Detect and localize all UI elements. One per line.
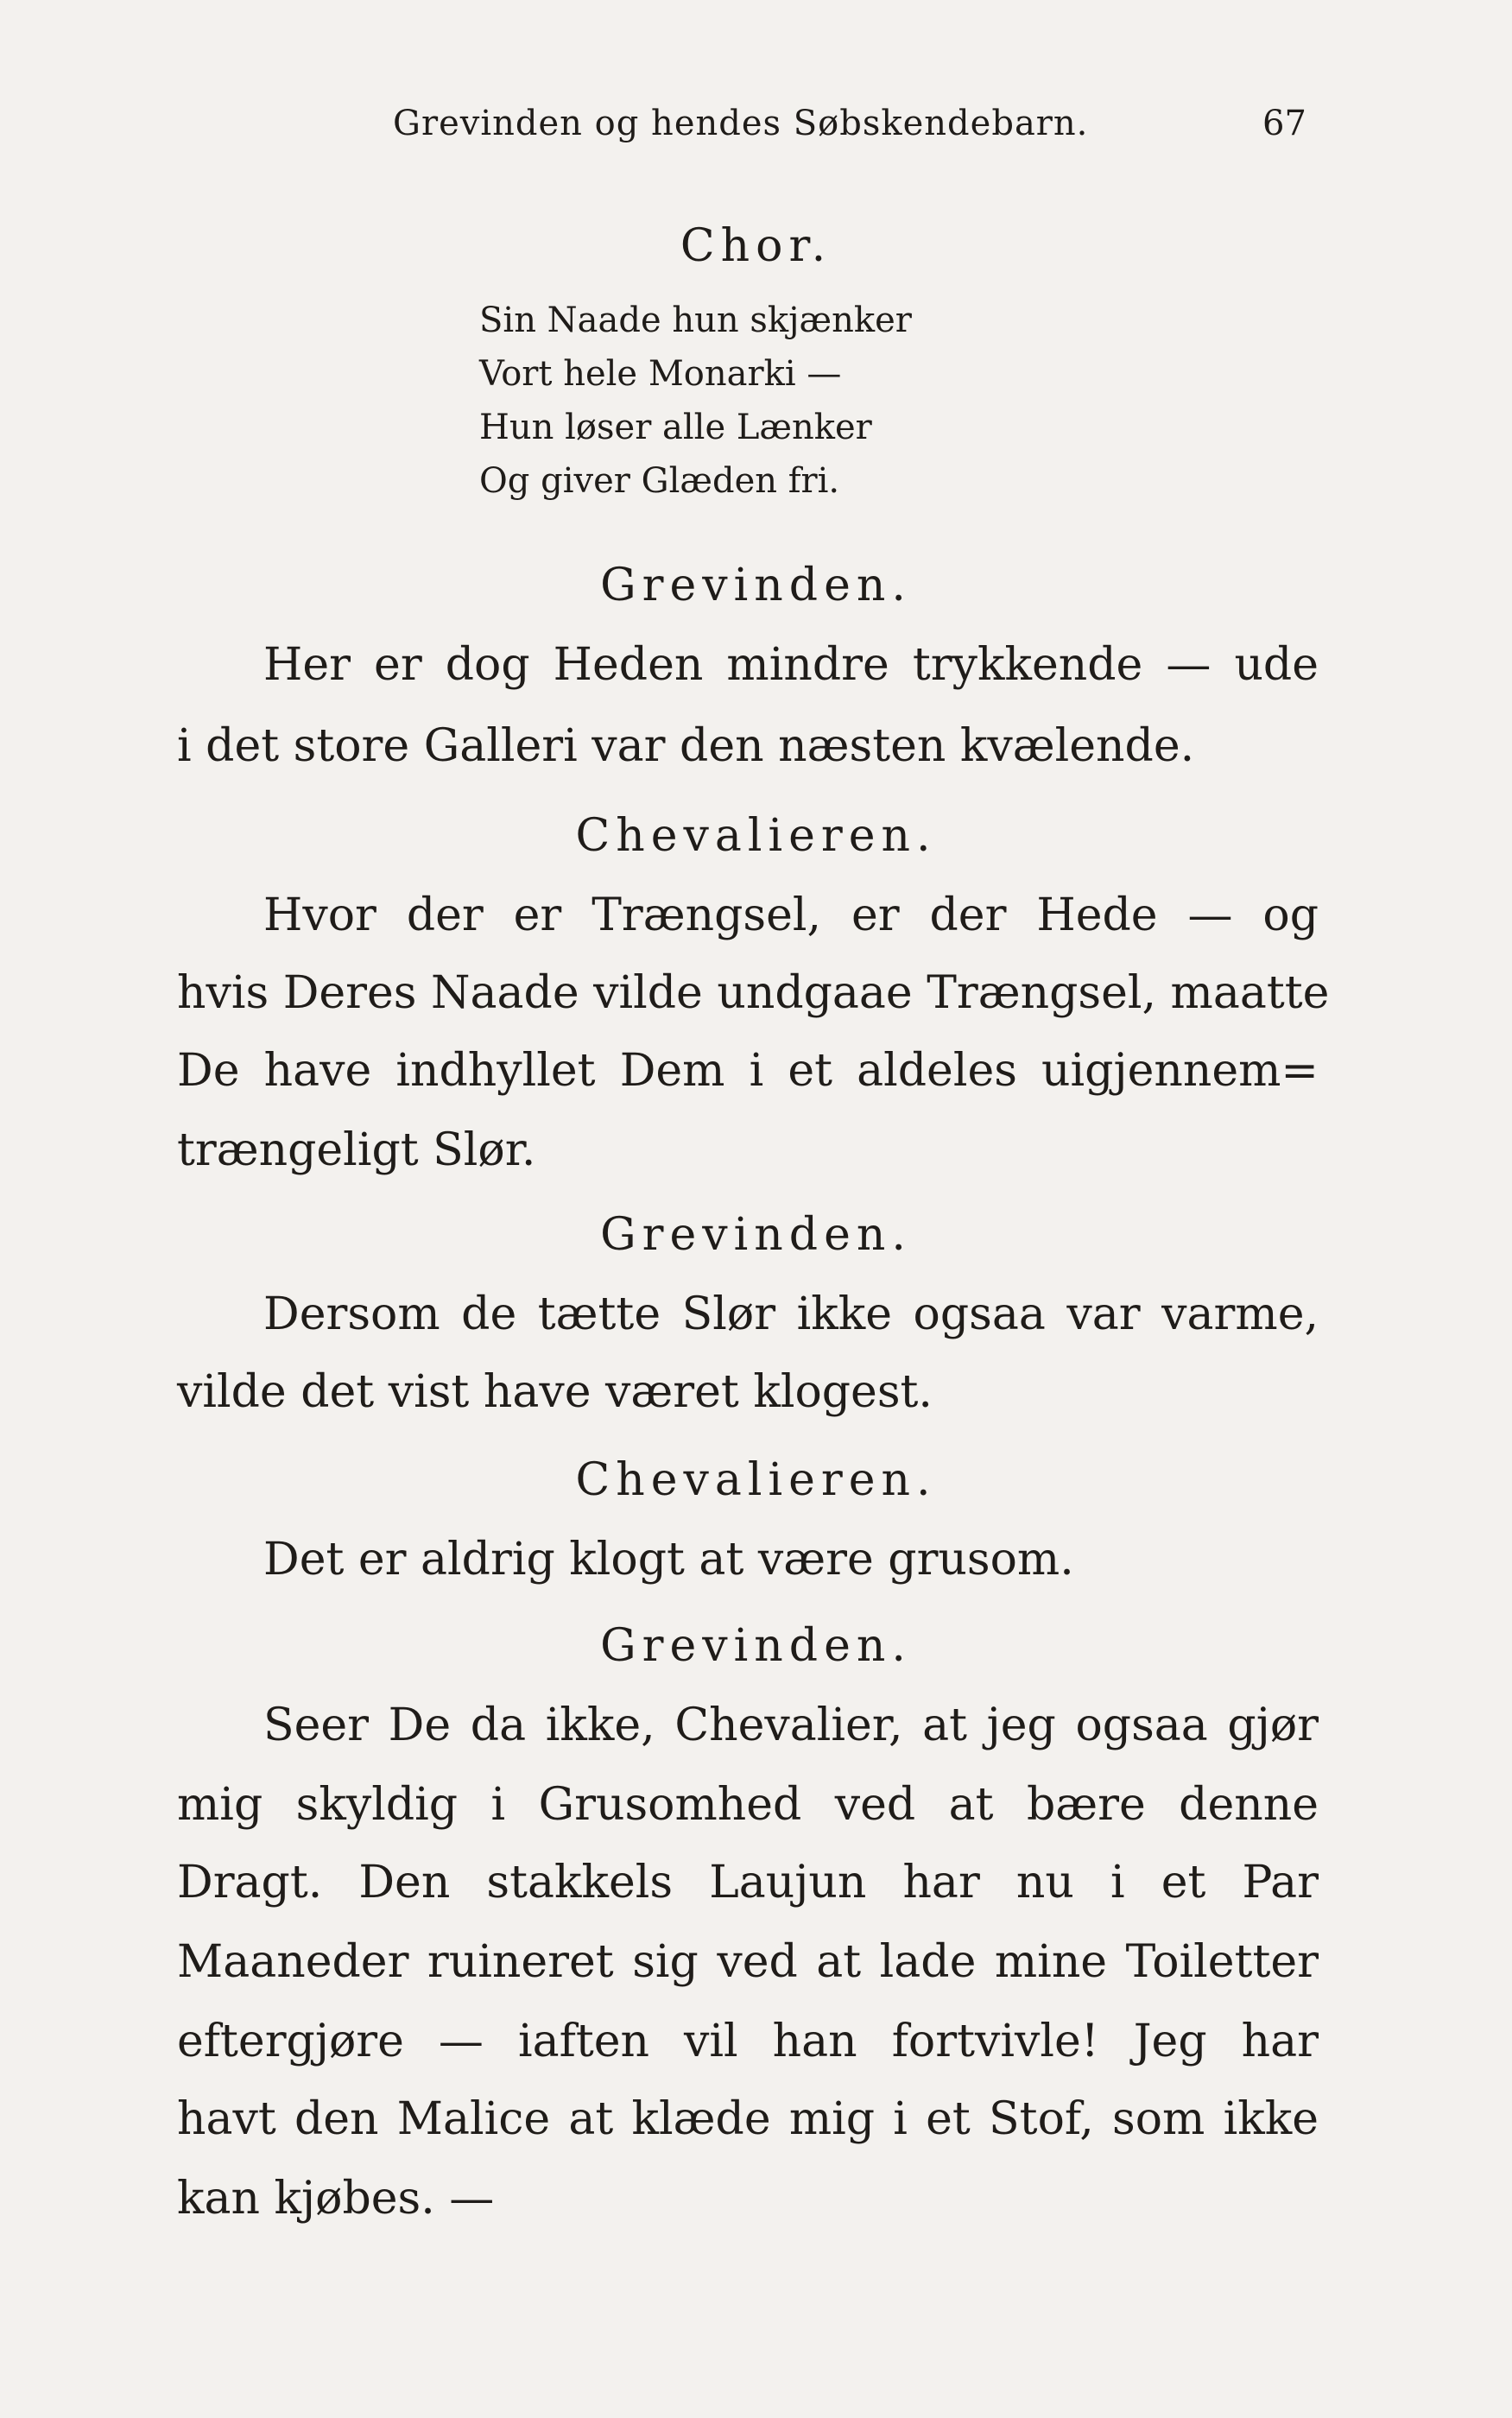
verse-line: Vort hele Monarki — xyxy=(479,354,842,394)
verse-line: Sin Naade hun skjænker xyxy=(479,301,912,340)
prose-line: Maaneder ruineret sig ved at lade mine Toiletter xyxy=(177,1936,1319,1988)
prose-line: hvis Deres Naade vilde undgaae Trængsel, maatte xyxy=(177,967,1330,1019)
verse-line: Og giver Glæden fri. xyxy=(479,461,840,501)
prose-line: Hvor der er Trængsel, er der Hede — og xyxy=(263,889,1319,941)
prose-line: De have indhyllet Dem i et aldeles uigjennem= xyxy=(177,1045,1319,1097)
page-number: 67 xyxy=(1262,104,1306,143)
speaker-heading: Chor. xyxy=(680,220,832,272)
speaker-heading: Chevalieren. xyxy=(575,1454,937,1506)
speaker-heading: Grevinden. xyxy=(600,1209,912,1261)
prose-line: i det store Galleri var den næsten kvælende. xyxy=(177,720,1195,772)
running-title: Grevinden og hendes Søbskendebarn. xyxy=(393,104,1089,143)
prose-line: mig skyldig i Grusomhed ved at bære denne xyxy=(177,1779,1319,1831)
prose-line: trængeligt Slør. xyxy=(177,1124,536,1176)
prose-line: vilde det vist have været klogest. xyxy=(177,1366,933,1418)
speaker-heading: Chevalieren. xyxy=(575,810,937,862)
speaker-heading: Grevinden. xyxy=(600,1620,912,1672)
prose-line: havt den Malice at klæde mig i et Stof, som ikke xyxy=(177,2093,1319,2145)
prose-line: Dragt. Den stakkels Laujun har nu i et Par xyxy=(177,1857,1319,1908)
running-head xyxy=(0,104,1512,164)
prose-line: Her er dog Heden mindre trykkende — ude xyxy=(263,639,1319,691)
prose-line: Det er aldrig klogt at være grusom. xyxy=(263,1534,1074,1586)
verse-line: Hun løser alle Lænker xyxy=(479,408,872,447)
speaker-heading: Grevinden. xyxy=(600,560,912,611)
prose-line: eftergjøre — iaften vil han fortvivle! Jeg har xyxy=(177,2016,1319,2067)
prose-line: Seer De da ikke, Chevalier, at jeg ogsaa gjør xyxy=(263,1700,1319,1751)
prose-line: Dersom de tætte Slør ikke ogsaa var varme, xyxy=(263,1288,1319,1340)
prose-line: kan kjøbes. — xyxy=(177,2173,495,2225)
